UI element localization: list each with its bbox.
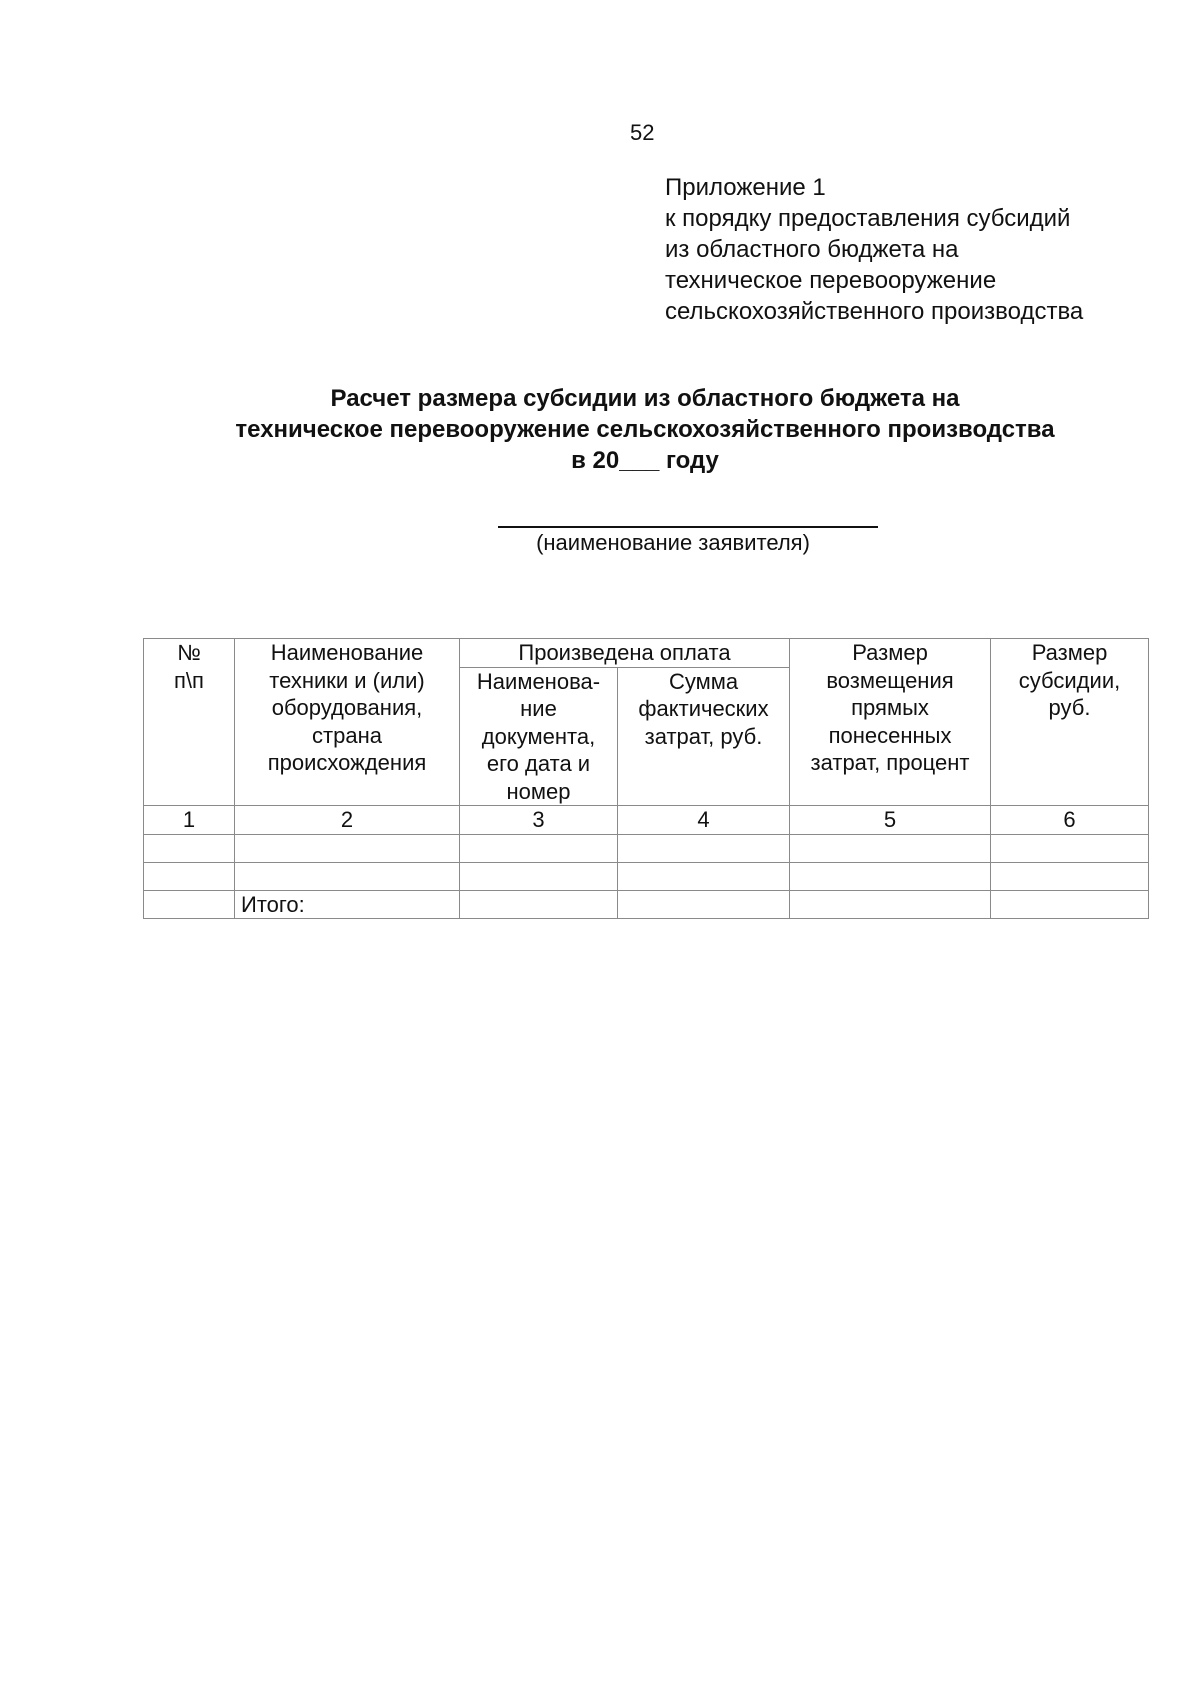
header-equipment-name bbox=[235, 639, 460, 806]
title-line: в 20___ году bbox=[571, 447, 719, 474]
header-number bbox=[144, 639, 235, 806]
header-line: происхождения bbox=[267, 750, 427, 775]
column-number: 5 bbox=[790, 806, 991, 835]
appendix-line: сельскохозяйственного производства bbox=[665, 298, 1084, 325]
table-cell bbox=[235, 862, 460, 890]
table-row bbox=[144, 862, 1149, 890]
subsidy-calculation-table bbox=[143, 638, 1149, 919]
table-cell bbox=[991, 890, 1149, 919]
header-line: затрат, руб. bbox=[644, 723, 763, 749]
header-line: № bbox=[177, 640, 201, 665]
column-number: 1 bbox=[144, 806, 235, 835]
title-line: Расчет размера субсидии из областного бюджета на bbox=[330, 385, 960, 412]
appendix-line: Приложение 1 bbox=[665, 174, 826, 201]
header-line: понесенных bbox=[828, 722, 952, 748]
table-cell bbox=[144, 890, 235, 919]
header-line: фактических bbox=[638, 696, 769, 721]
appendix-line: к порядку предоставления субсидий bbox=[665, 205, 1071, 232]
header-line: техники и (или) bbox=[269, 667, 425, 693]
document-title bbox=[0, 383, 1200, 476]
header-line: страна bbox=[312, 722, 382, 748]
header-line: возмещения bbox=[826, 667, 954, 693]
appendix-note bbox=[665, 172, 1083, 327]
column-number: 3 bbox=[460, 806, 618, 835]
total-row bbox=[144, 890, 1149, 919]
header-line: затрат, процент bbox=[810, 750, 970, 775]
header-line: Сумма bbox=[668, 668, 739, 694]
header-line: руб. bbox=[1048, 695, 1091, 720]
applicant-name-line bbox=[498, 526, 878, 528]
column-number: 2 bbox=[235, 806, 460, 835]
header-payment-made: Произведена оплата bbox=[460, 639, 790, 668]
total-label: Итого: bbox=[235, 890, 460, 919]
column-number: 6 bbox=[991, 806, 1149, 835]
header-line: Наименование bbox=[270, 640, 424, 665]
page-number: 52 bbox=[630, 120, 655, 145]
table-cell bbox=[790, 834, 991, 862]
table-cell bbox=[991, 834, 1149, 862]
header-line: его дата и bbox=[486, 751, 591, 776]
appendix-line: техническое перевооружение bbox=[665, 267, 997, 294]
header-line: документа, bbox=[481, 723, 596, 749]
table-cell bbox=[235, 834, 460, 862]
header-line: оборудования, bbox=[271, 695, 423, 720]
table-cell bbox=[618, 890, 790, 919]
header-actual-costs bbox=[618, 667, 790, 806]
table-cell bbox=[460, 890, 618, 919]
table-cell bbox=[790, 890, 991, 919]
table-cell bbox=[144, 862, 235, 890]
header-line: номер bbox=[506, 778, 571, 804]
title-line: техническое перевооружение сельскохозяйственного производства bbox=[235, 416, 1055, 443]
header-line: ние bbox=[520, 696, 557, 721]
table-cell bbox=[460, 862, 618, 890]
header-document bbox=[460, 667, 618, 806]
header-reimbursement-percent bbox=[790, 639, 991, 806]
appendix-line: из областного бюджета на bbox=[665, 236, 959, 263]
table-cell bbox=[790, 862, 991, 890]
header-line: прямых bbox=[851, 695, 929, 720]
header-line: Наименова- bbox=[476, 668, 601, 694]
table-cell bbox=[618, 834, 790, 862]
header-line: субсидии, bbox=[1018, 667, 1121, 693]
table-row bbox=[144, 834, 1149, 862]
column-number-row bbox=[144, 806, 1149, 835]
table-cell bbox=[460, 834, 618, 862]
column-number: 4 bbox=[618, 806, 790, 835]
applicant-caption: (наименование заявителя) bbox=[536, 530, 810, 555]
header-subsidy-amount bbox=[991, 639, 1149, 806]
table-cell bbox=[991, 862, 1149, 890]
table-cell bbox=[618, 862, 790, 890]
header-line: Размер bbox=[1031, 640, 1108, 665]
table-header-row bbox=[144, 639, 1149, 668]
header-line: Размер bbox=[852, 640, 928, 665]
table-cell bbox=[144, 834, 235, 862]
header-line: п\п bbox=[174, 667, 204, 693]
